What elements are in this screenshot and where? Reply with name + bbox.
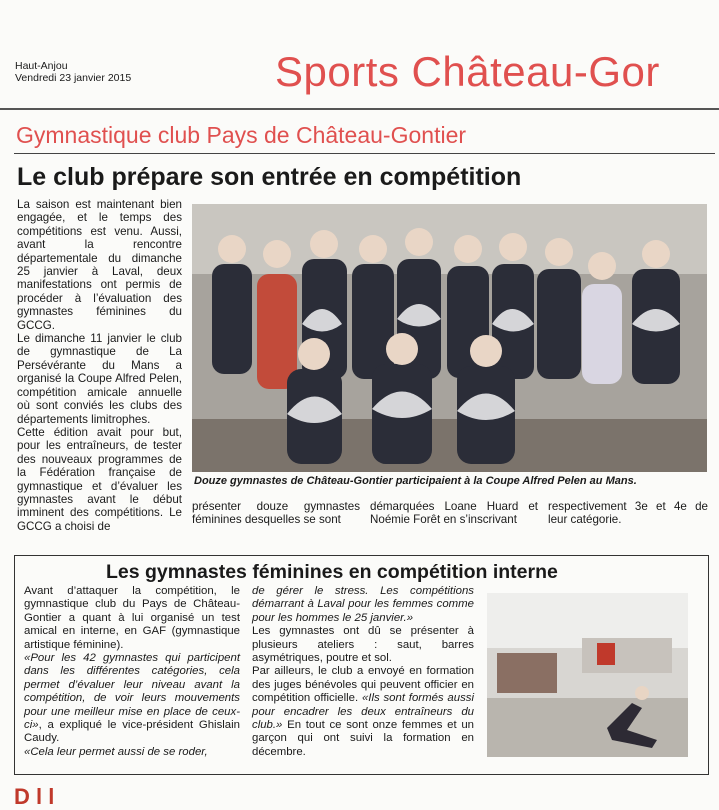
paragraph: La saison est maintenant bien engagée, et le temps des compétitions est venu. Aussi, avant la rencontre départementale du dimanche 25 janvier à Laval, deux manifestations ont permis de procéder à l’évaluation des gymnastes féminines du GCCG. (17, 198, 182, 332)
paragraph: Les gymnastes ont dû se présenter à plusieurs ateliers : saut, barres asymétriques, poutre et sol. (252, 625, 474, 665)
paragraph (24, 652, 240, 746)
article-column-4: respectivement 3e et 4e de leur catégorie. (548, 500, 708, 527)
paragraph (252, 665, 474, 759)
gymnast-photo-illustration (487, 593, 688, 757)
masthead-rule (0, 108, 719, 110)
paragraph-text: En tout ce sont onze femmes et un garçon qui ont suivi la formation en décembre. (252, 719, 474, 758)
edition-name: Haut-Anjou (15, 60, 68, 72)
team-photo-illustration (192, 204, 707, 472)
gymnast-photo (487, 593, 688, 757)
team-photo (192, 204, 707, 472)
article-headline: Le club prépare son entrée en compétition (17, 163, 522, 191)
section-title: Sports Château-Gor (275, 48, 660, 95)
paragraph-text: Par ailleurs, le club a envoyé en formation des juges bénévoles qui peuvent officier en compétition officielle. (252, 665, 474, 705)
next-article-headline-fragment: D l l (14, 784, 55, 809)
quote: «Pour les 42 gymnastes qui participent dans les différentes catégories, cela permet d’évaluer leur niveau avant la compétition, de voir leurs mouvements pour une meilleur mise en place de ceux-ci» (24, 652, 240, 732)
quote: «Cela leur permet aussi de se roder, (24, 745, 208, 758)
issue-date: Vendredi 23 janvier 2015 (15, 72, 132, 84)
paragraph: Le dimanche 11 janvier le club de gymnastique de La Persévérante du Mans a organisé la Coupe Alfred Pelen, compétition amicale annuelle où sont conviés les clubs des départements limitrophes. (17, 332, 182, 426)
paragraph: Cette édition avait pour but, pour les entraîneurs, de tester des nouveaux programmes de la Fédération française de gymnastique et d’évaluer les gymnastes avant le début imminent des compétitions. Le GCCG a choisi de (17, 425, 182, 533)
quote: «Ils sont formés aussi pour encadrer les deux entraîneurs du club.» (252, 692, 474, 732)
article-2-title: Les gymnastes féminines en compétition interne (106, 561, 558, 583)
article-2-column-2 (252, 585, 474, 759)
article-column-3: démarquées Loane Huard et Noémie Forêt en s’inscrivant (370, 500, 538, 527)
photo-caption: Douze gymnastes de Château-Gontier participaient à la Coupe Alfred Pelen au Mans. (194, 475, 637, 487)
article-2-column-1 (24, 585, 240, 759)
article-kicker: Gymnastique club Pays de Château-Gontier (16, 122, 467, 148)
article-column-2: présenter douze gymnastes féminines desquelles se sont (192, 500, 360, 527)
kicker-rule (14, 153, 715, 154)
quote: de gérer le stress. Les compétitions démarrant à Laval pour les femmes comme pour les hommes le 25 janvier.» (252, 585, 474, 624)
attribution: , a expliqué le vice-président Ghislain Caudy. (24, 719, 240, 745)
article-column-1 (17, 198, 182, 533)
paragraph: Avant d’attaquer la compétition, le gymnastique club du Pays de Château-Gontier a quant à lui organisé un test amical en interne, en GAF (gymnastique artistique féminine). (24, 585, 240, 651)
